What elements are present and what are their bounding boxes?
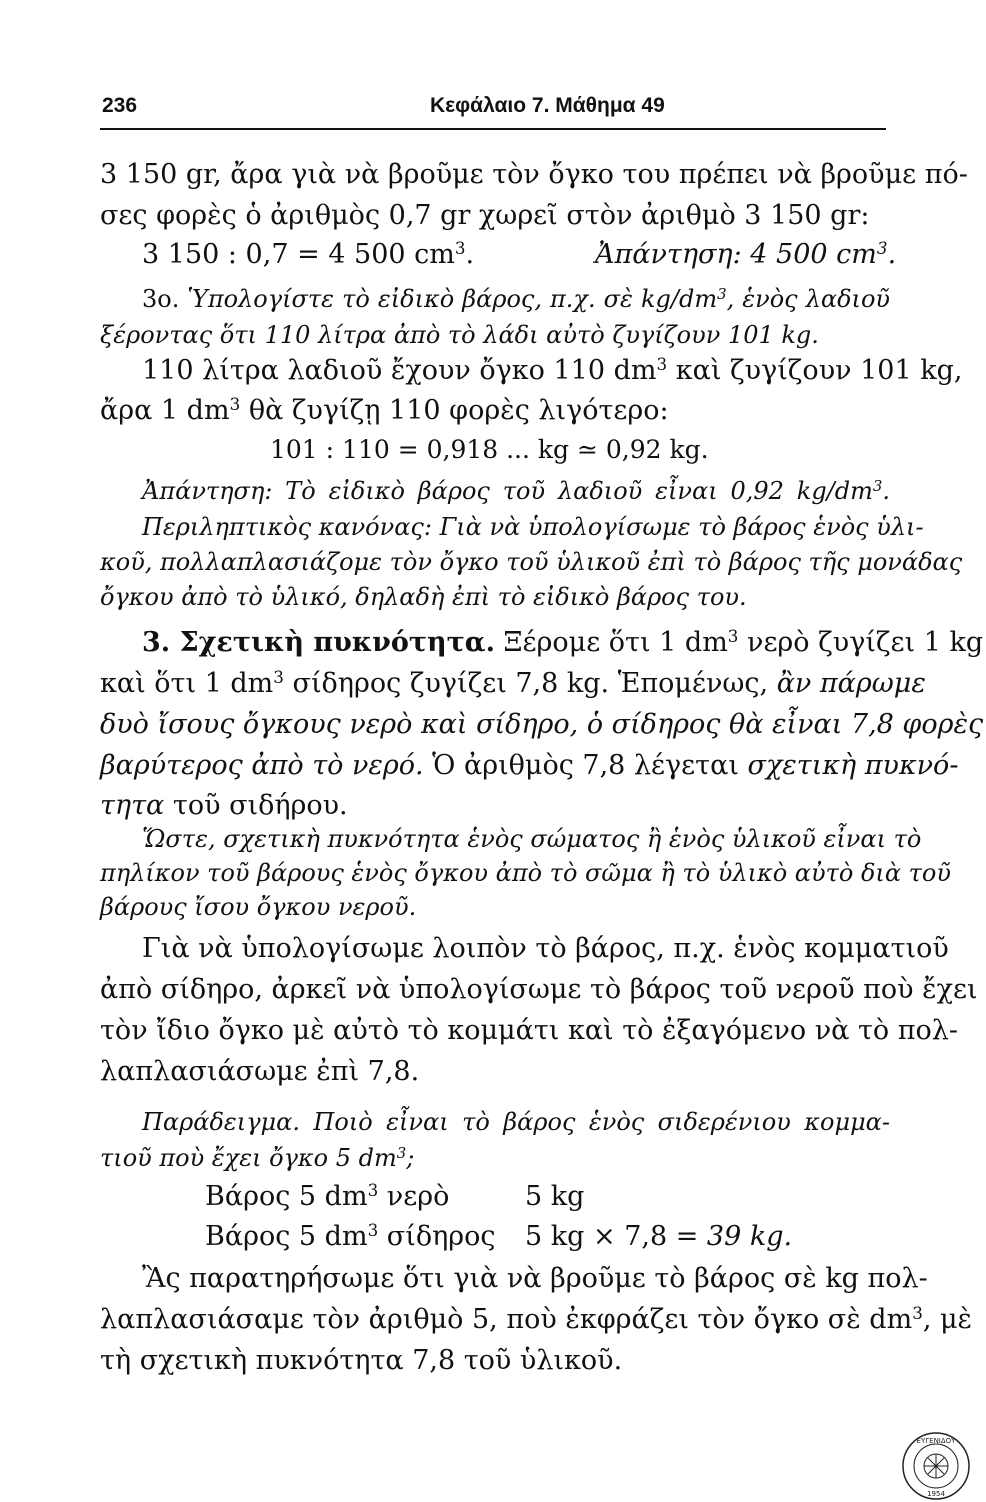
example-row: Βάρος 5 $dm^3$ σίδηρος: [205, 1219, 496, 1252]
formula: 3 150 : 0,7 = 4 500 $cm^3$.: [142, 237, 475, 270]
example-value: 5 kg: [525, 1181, 585, 1212]
formula: 101 : 110 = 0,918 ... kg ≃ 0,92 kg.: [270, 435, 709, 464]
text-line: τὴ σχετικὴ πυκνότητα 7,8 τοῦ ὑλικοῦ.: [100, 1345, 623, 1376]
example-line: Παράδειγμα. Ποιὸ εἶναι τὸ βάρος ἑνὸς σιδερένιου κομμα-: [142, 1108, 890, 1136]
section-title: 3. Σχετικὴ πυκνότητα.: [142, 627, 495, 658]
text-line: ἀπὸ σίδηρο, ἀρκεῖ νὰ ὑπολογίσωμε τὸ βάρος τοῦ νεροῦ ποὺ ἔχει: [100, 974, 978, 1005]
text-line: 3 150 gr, ἄρα γιὰ νὰ βροῦμε τὸν ὄγκο του πρέπει νὰ βροῦμε πό-: [100, 159, 968, 190]
text-line: βαρύτερος ἀπὸ τὸ νερό. Ὁ ἀριθμὸς 7,8 λέγεται σχετικὴ πυκνό-: [100, 750, 959, 781]
answer-line: Ἀπάντηση: Τὸ εἰδικὸ βάρος τοῦ λαδιοῦ εἶναι 0,92 $kg/dm^3$.: [142, 476, 890, 505]
page-number: 236: [102, 94, 138, 117]
text-line: 110 λίτρα λαδιοῦ ἔχουν ὄγκο 110 $dm^3$ καὶ ζυγίζουν 101 kg,: [142, 353, 963, 386]
rule-line: ὄγκου ἀπὸ τὸ ὑλικό, δηλαδὴ ἐπὶ τὸ εἰδικὸ βάρος του.: [100, 583, 747, 611]
svg-text:1954: 1954: [927, 1490, 945, 1498]
exercise-heading: 3ο. Ὑπολογίστε τὸ εἰδικὸ βάρος, π.χ. σὲ $kg/dm^3$, ἑνὸς λαδιοῦ: [142, 284, 891, 313]
text-line: τητα τοῦ σιδήρου.: [100, 790, 348, 821]
definition-line: Ὥστε, σχετικὴ πυκνότητα ἑνὸς σώματος ἢ ἑνὸς ὑλικοῦ εἶναι τὸ: [142, 825, 922, 853]
chapter-title: Κεφάλαιο 7. Μάθημα 49: [430, 94, 665, 117]
text-line: Ἂς παρατηρήσωμε ὅτι γιὰ νὰ βροῦμε τὸ βάρος σὲ kg πολ-: [142, 1263, 928, 1294]
rule-line: κοῦ, πολλαπλασιάζομε τὸν ὄγκο τοῦ ὑλικοῦ ἐπὶ τὸ βάρος τῆς μονάδας: [100, 548, 963, 576]
svg-text:ΕΥΓΕΝΙΔΟΥ: ΕΥΓΕΝΙΔΟΥ: [916, 1437, 956, 1445]
rule-line: Περιληπτικὸς κανόνας: Γιὰ νὰ ὑπολογίσωμε τὸ βάρος ἑνὸς ὑλι-: [142, 513, 924, 541]
text-line: λαπλασιάσωμε ἐπὶ 7,8.: [100, 1056, 420, 1087]
section-heading-line: 3. Σχετικὴ πυκνότητα. Ξέρομε ὅτι 1 $dm^3$ νερὸ ζυγίζει 1 kg: [142, 625, 984, 658]
text-line: ξέροντας ὅτι 110 λίτρα ἀπὸ τὸ λάδι αὐτὸ ζυγίζουν 101 kg.: [100, 321, 819, 349]
example-row: Βάρος 5 $dm^3$ νερὸ: [205, 1179, 450, 1212]
text-line: σες φορὲς ὁ ἀριθμὸς 0,7 gr χωρεῖ στὸν ἀριθμὸ 3 150 gr:: [100, 200, 870, 231]
page-header: [100, 88, 886, 130]
text-line: δυὸ ἴσους ὄγκους νερὸ καὶ σίδηρο, ὁ σίδηρος θὰ εἶναι 7,8 φορὲς: [100, 709, 984, 740]
text-line: τὸν ἴδιο ὄγκο μὲ αὐτὸ τὸ κομμάτι καὶ τὸ ἐξαγόμενο νὰ τὸ πολ-: [100, 1015, 959, 1046]
definition-line: πηλίκον τοῦ βάρους ἑνὸς ὄγκου ἀπὸ τὸ σῶμα ἢ τὸ ὑλικὸ αὐτὸ διὰ τοῦ: [100, 859, 951, 887]
text-line: Γιὰ νὰ ὑπολογίσωμε λοιπὸν τὸ βάρος, π.χ. ἑνὸς κομματιοῦ: [142, 933, 949, 964]
answer-line: Ἀπάντηση: 4 500 $cm^3$.: [595, 237, 897, 270]
example-line: τιοῦ ποὺ ἔχει ὄγκο 5 $dm^3$;: [100, 1143, 415, 1172]
text-line: καὶ ὅτι 1 $dm^3$ σίδηρος ζυγίζει 7,8 kg. Ἑπομένως, ἂν πάρωμε: [100, 666, 926, 699]
example-value: 5 kg × 7,8 = 39 kg.: [525, 1221, 793, 1252]
foundation-stamp: [900, 1430, 972, 1502]
definition-line: βάρους ἴσου ὄγκου νεροῦ.: [100, 893, 417, 921]
text-line: λαπλασιάσαμε τὸν ἀριθμὸ 5, ποὺ ἐκφράζει τὸν ὄγκο σὲ $dm^3$, μὲ: [100, 1302, 973, 1335]
text-line: ἄρα 1 $dm^3$ θὰ ζυγίζῃ 110 φορὲς λιγότερο:: [100, 393, 669, 426]
